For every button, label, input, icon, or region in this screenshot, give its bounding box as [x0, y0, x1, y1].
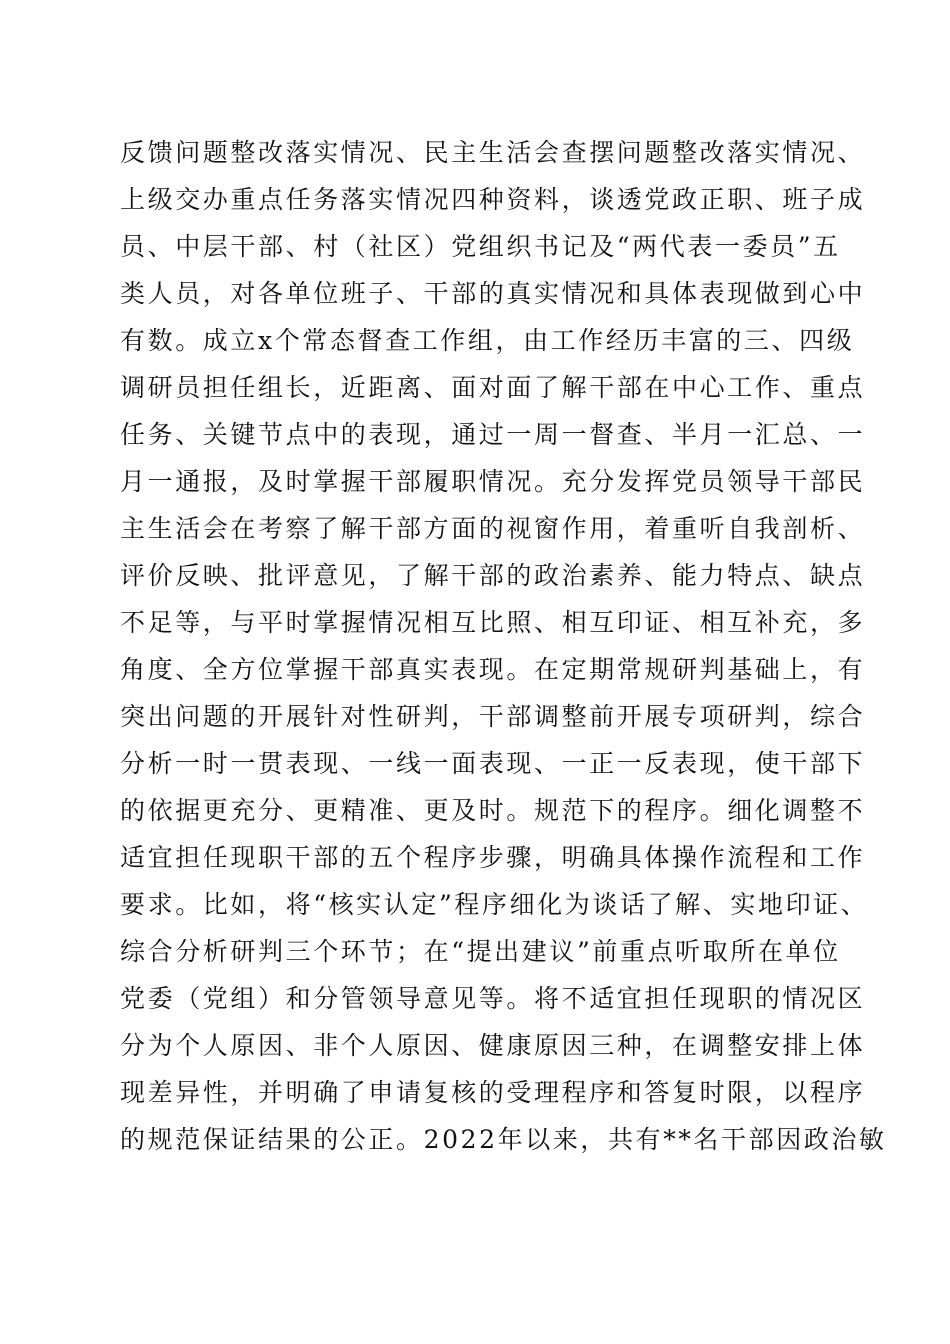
- text-line: 反馈问题整改落实情况、民主生活会查摆问题整改落实情况、: [120, 138, 866, 167]
- text-line: 调研员担任组长，近距离、面对面了解干部在中心工作、重点: [120, 373, 866, 402]
- text-line: 适宜担任现职干部的五个程序步骤，明确具体操作流程和工作: [120, 843, 866, 872]
- text-line: 的依据更充分、更精准、更及时。规范下的程序。细化调整不: [120, 796, 866, 825]
- text-line: 现差异性，并明确了申请复核的受理程序和答复时限，以程序: [120, 1078, 866, 1107]
- text-line: 主生活会在考察了解干部方面的视窗作用，着重听自我剖析、: [120, 514, 866, 543]
- text-line: 类人员，对各单位班子、干部的真实情况和具体表现做到心中: [120, 279, 866, 308]
- text-line: 突出问题的开展针对性研判，干部调整前开展专项研判，综合: [120, 702, 866, 731]
- text-line: 要求。比如，将“核实认定”程序细化为谈话了解、实地印证、: [120, 890, 869, 919]
- text-line: 角度、全方位掌握干部真实表现。在定期常规研判基础上，有: [120, 655, 866, 684]
- text-line: 不足等，与平时掌握情况相互比照、相互印证、相互补充，多: [120, 608, 866, 637]
- text-line: 员、中层干部、村（社区）党组织书记及“两代表一委员”五: [120, 232, 841, 261]
- text-line: 分析一时一贯表现、一线一面表现、一正一反表现，使干部下: [120, 749, 866, 778]
- text-line: 月一通报，及时掌握干部履职情况。充分发挥党员领导干部民: [120, 467, 866, 496]
- text-line: 综合分析研判三个环节；在“提出建议”前重点听取所在单位: [120, 937, 841, 966]
- text-line: 分为个人原因、非个人原因、健康原因三种，在调整安排上体: [120, 1031, 866, 1060]
- text-line: 的规范保证结果的公正。2022年以来，共有**名干部因政治敏: [120, 1125, 887, 1154]
- text-line: 党委（党组）和分管领导意见等。将不适宜担任现职的情况区: [120, 984, 866, 1013]
- text-line: 评价反映、批评意见，了解干部的政治素养、能力特点、缺点: [120, 561, 866, 590]
- text-line: 有数。成立x个常态督查工作组，由工作经历丰富的三、四级: [120, 326, 855, 355]
- text-line: 任务、关键节点中的表现，通过一周一督查、半月一汇总、一: [120, 420, 866, 449]
- text-line: 上级交办重点任务落实情况四种资料，谈透党政正职、班子成: [120, 185, 866, 214]
